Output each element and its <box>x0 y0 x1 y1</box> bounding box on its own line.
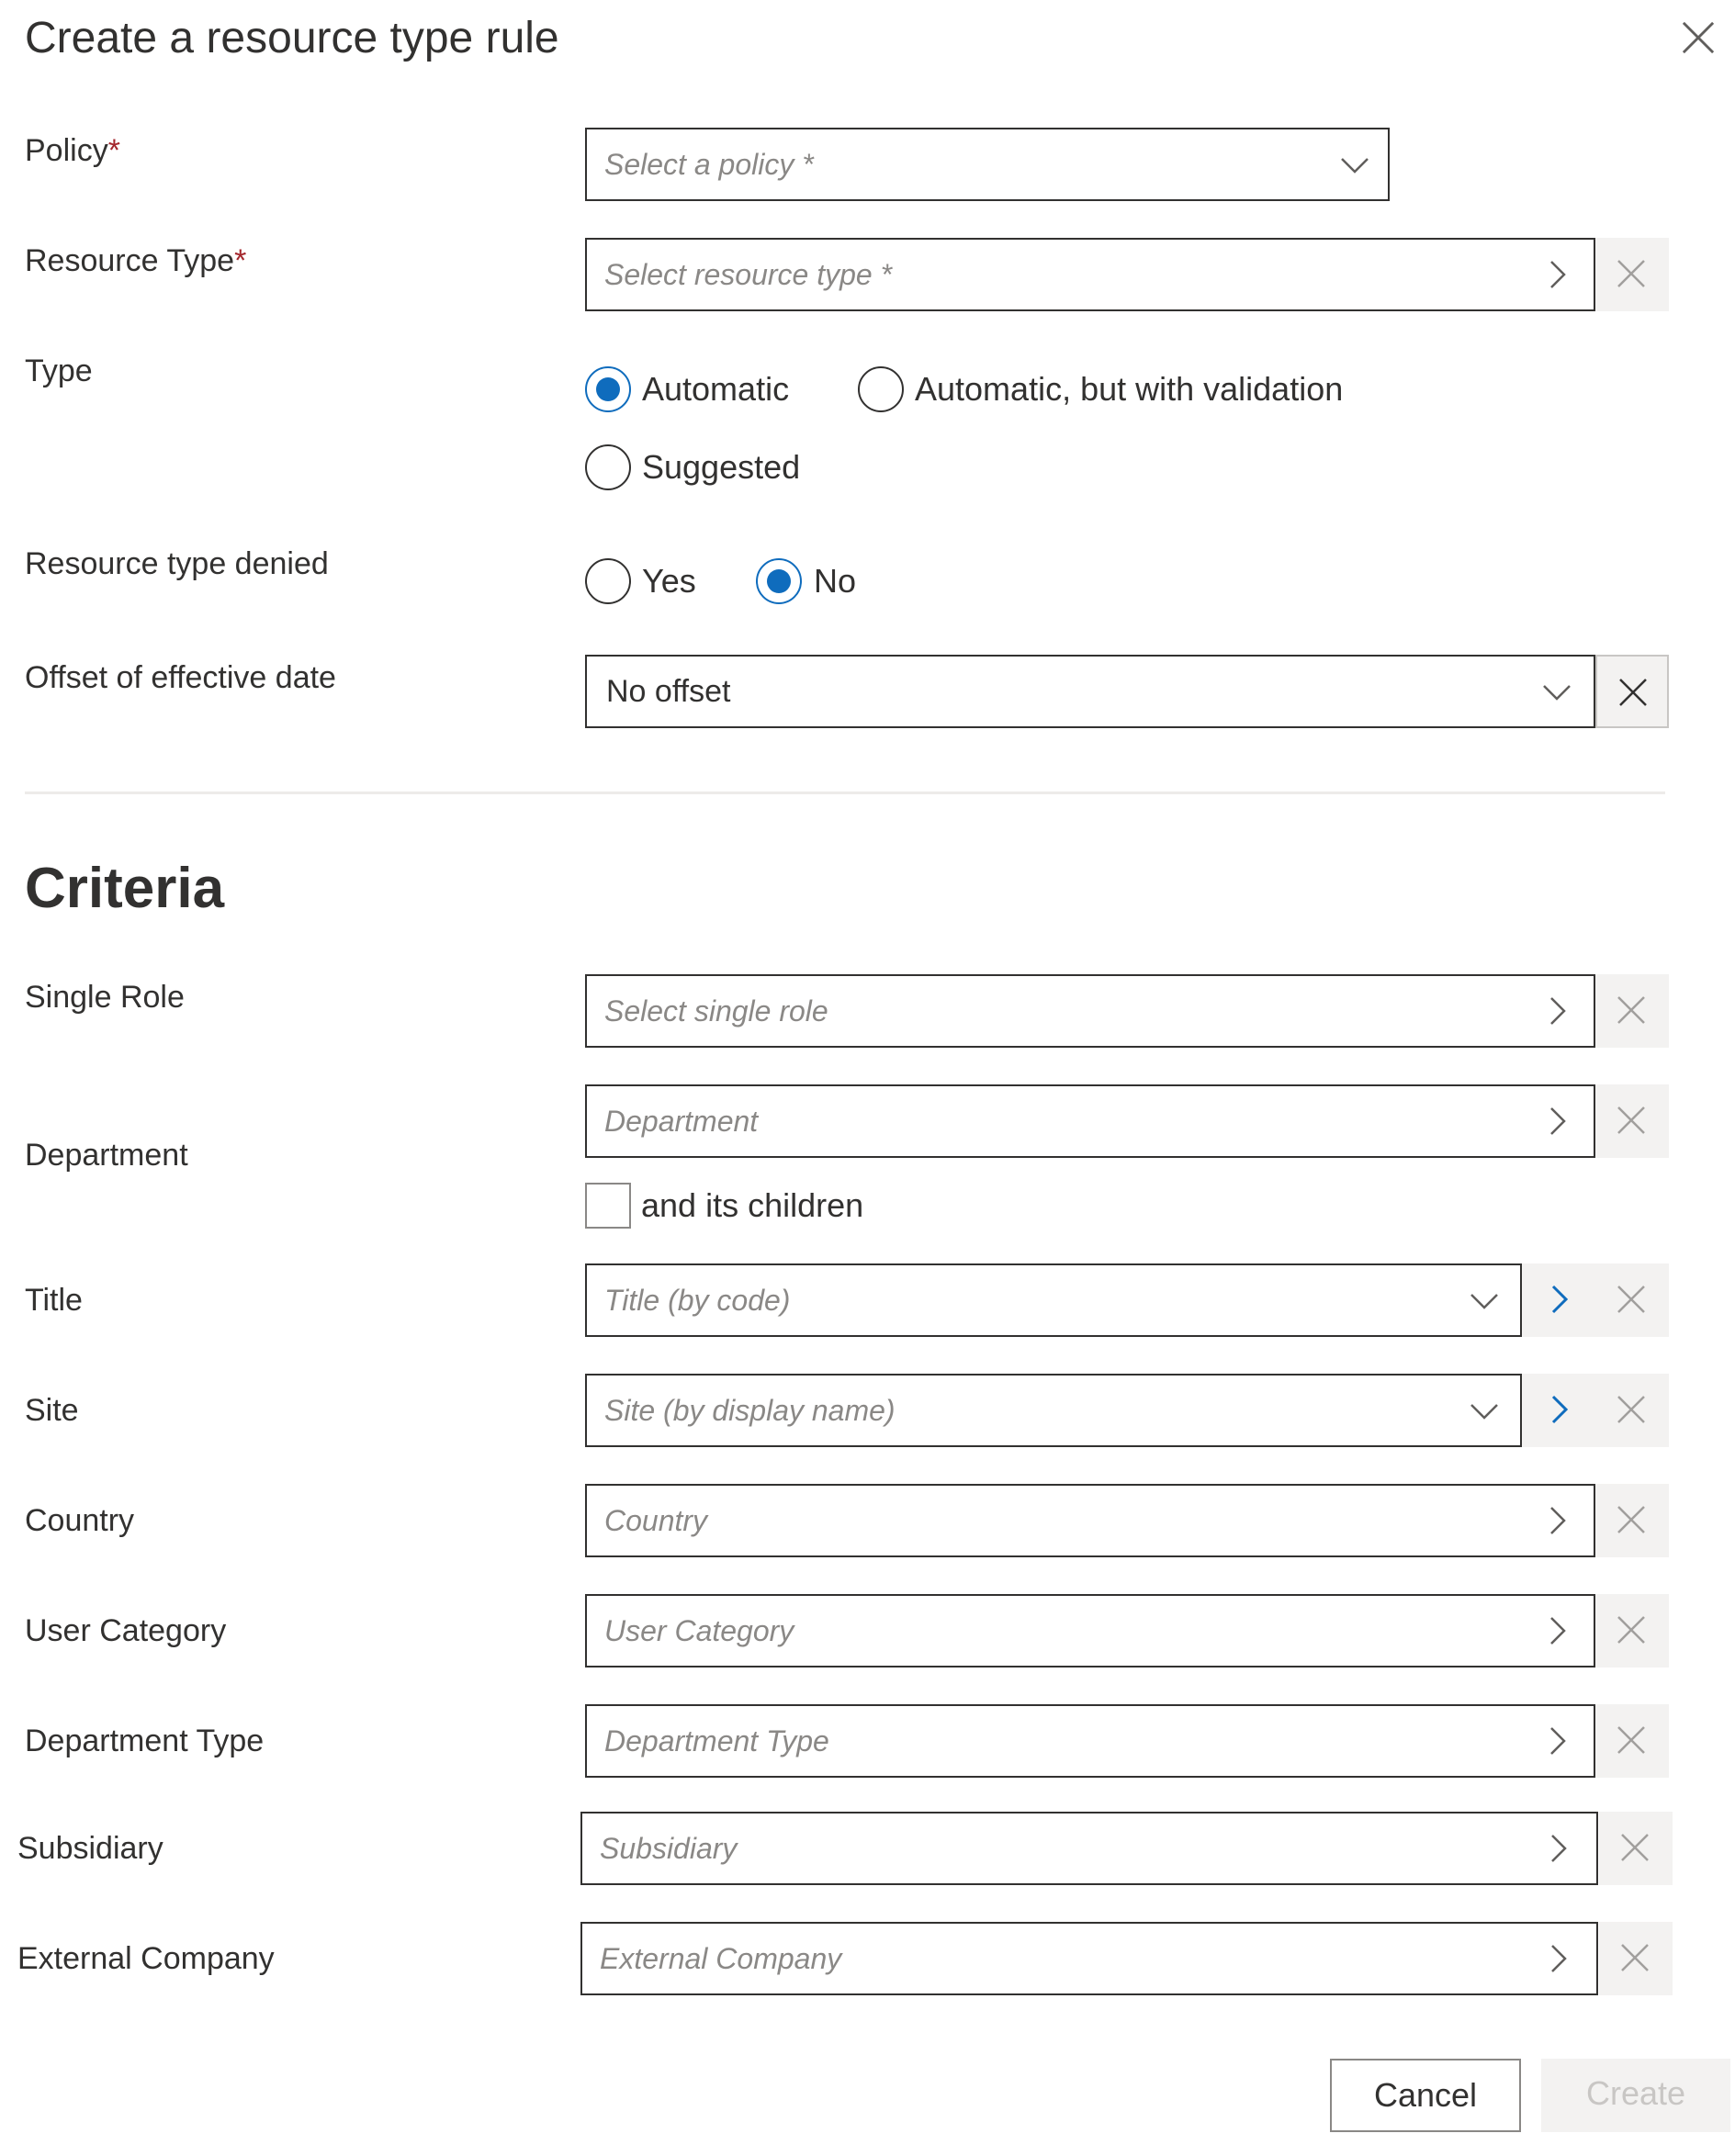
country-placeholder: Country <box>604 1504 708 1537</box>
single-role-field[interactable] <box>585 974 1595 1048</box>
external-company-field[interactable] <box>580 1922 1598 1995</box>
clear-site-button[interactable] <box>1595 1374 1669 1447</box>
clear-title-button[interactable] <box>1595 1263 1669 1337</box>
resource-type-label: Resource Type* <box>25 243 247 278</box>
subsidiary-placeholder: Subsidiary <box>600 1832 738 1865</box>
close-icon <box>1677 17 1719 59</box>
clear-department-type-button[interactable] <box>1595 1704 1669 1778</box>
type-automatic-radio[interactable] <box>585 366 631 412</box>
denied-yes-label[interactable]: Yes <box>642 562 696 600</box>
type-automatic-label[interactable]: Automatic <box>642 370 790 408</box>
resource-type-placeholder: Select resource type * <box>604 258 893 291</box>
type-label: Type <box>25 354 93 388</box>
department-children-label[interactable]: and its children <box>641 1186 864 1224</box>
denied-yes-radio[interactable] <box>585 558 631 604</box>
title-placeholder: Title (by code) <box>604 1284 791 1317</box>
department-children-checkbox[interactable] <box>585 1183 631 1229</box>
section-divider <box>25 792 1665 794</box>
external-company-label: External Company <box>17 1941 275 1976</box>
clear-single-role-button[interactable] <box>1595 974 1669 1048</box>
clear-icon <box>1613 1281 1650 1318</box>
chevron-right-icon <box>1538 1103 1575 1140</box>
site-browse-button[interactable] <box>1522 1374 1595 1447</box>
chevron-right-icon <box>1538 993 1575 1029</box>
clear-user-category-button[interactable] <box>1595 1594 1669 1668</box>
denied-no-radio[interactable] <box>756 558 802 604</box>
site-placeholder: Site (by display name) <box>604 1394 896 1427</box>
policy-label: Policy* <box>25 133 120 168</box>
offset-label: Offset of effective date <box>25 660 336 695</box>
clear-icon <box>1613 1611 1650 1648</box>
type-suggested-label[interactable]: Suggested <box>642 448 801 486</box>
user-category-placeholder: User Category <box>604 1614 794 1647</box>
single-role-placeholder: Select single role <box>604 994 828 1027</box>
department-type-field[interactable] <box>585 1704 1595 1778</box>
external-company-placeholder: External Company <box>600 1942 842 1975</box>
chevron-down-icon <box>1538 673 1575 710</box>
clear-external-company-button[interactable] <box>1599 1922 1673 1995</box>
chevron-right-icon <box>1538 256 1575 293</box>
offset-value: No offset <box>606 674 731 709</box>
subsidiary-field[interactable] <box>580 1812 1598 1885</box>
type-automatic-validation-radio[interactable] <box>858 366 904 412</box>
clear-department-button[interactable] <box>1595 1084 1669 1158</box>
chevron-down-icon <box>1466 1392 1503 1429</box>
department-type-placeholder: Department Type <box>604 1724 829 1757</box>
clear-resource-type-button[interactable] <box>1595 238 1669 311</box>
clear-country-button[interactable] <box>1595 1484 1669 1557</box>
clear-icon <box>1613 1722 1650 1758</box>
resource-type-field[interactable] <box>585 238 1595 311</box>
department-field[interactable] <box>585 1084 1595 1158</box>
chevron-right-icon <box>1540 1391 1577 1428</box>
site-label: Site <box>25 1393 79 1428</box>
clear-icon <box>1613 1501 1650 1538</box>
cancel-button[interactable]: Cancel <box>1330 2059 1521 2132</box>
policy-placeholder: Select a policy * <box>604 148 814 181</box>
chevron-down-icon <box>1466 1282 1503 1319</box>
clear-icon <box>1613 1391 1650 1428</box>
single-role-label: Single Role <box>25 980 185 1015</box>
site-dropdown[interactable] <box>585 1374 1522 1447</box>
chevron-right-icon <box>1539 1830 1576 1867</box>
clear-icon <box>1613 255 1650 292</box>
department-placeholder: Department <box>604 1105 759 1138</box>
create-button[interactable]: Create <box>1541 2059 1730 2132</box>
clear-offset-button[interactable] <box>1595 655 1669 728</box>
department-label: Department <box>25 1138 188 1173</box>
country-field[interactable] <box>585 1484 1595 1557</box>
user-category-field[interactable] <box>585 1594 1595 1668</box>
user-category-label: User Category <box>25 1613 227 1648</box>
resource-type-denied-label: Resource type denied <box>25 546 329 581</box>
chevron-right-icon <box>1538 1723 1575 1759</box>
title-browse-button[interactable] <box>1522 1263 1595 1337</box>
criteria-heading: Criteria <box>25 857 225 920</box>
chevron-right-icon <box>1539 1940 1576 1977</box>
offset-dropdown[interactable] <box>585 655 1595 728</box>
type-suggested-radio[interactable] <box>585 444 631 490</box>
title-label: Title <box>25 1283 83 1318</box>
subsidiary-label: Subsidiary <box>17 1831 163 1866</box>
country-label: Country <box>25 1503 135 1538</box>
clear-icon <box>1613 992 1650 1028</box>
policy-dropdown[interactable] <box>585 128 1390 201</box>
chevron-right-icon <box>1540 1281 1577 1318</box>
clear-icon <box>1613 1102 1650 1139</box>
title-dropdown[interactable] <box>585 1263 1522 1337</box>
close-button[interactable] <box>1677 17 1719 59</box>
clear-icon <box>1615 674 1651 711</box>
clear-subsidiary-button[interactable] <box>1599 1812 1673 1885</box>
chevron-right-icon <box>1538 1502 1575 1539</box>
dialog-title: Create a resource type rule <box>25 14 559 62</box>
denied-no-label[interactable]: No <box>814 562 857 600</box>
chevron-down-icon <box>1336 146 1373 183</box>
type-automatic-validation-label[interactable]: Automatic, but with validation <box>915 370 1344 408</box>
clear-icon <box>1617 1939 1653 1976</box>
chevron-right-icon <box>1538 1612 1575 1649</box>
department-type-label: Department Type <box>25 1724 265 1758</box>
clear-icon <box>1617 1829 1653 1866</box>
